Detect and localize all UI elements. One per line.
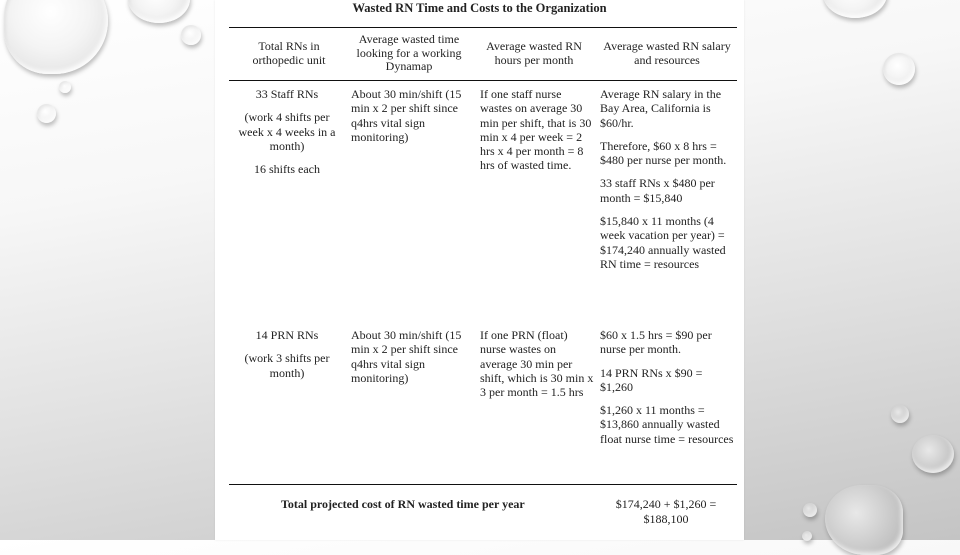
cell-text: (work 3 shifts per month) [244,351,330,380]
cell-text: About 30 min/shift (15 min x 2 per shift since q4hrs vital sign monitoring) [351,87,462,144]
table-row-staff-rns-col1 [231,87,343,185]
cell-text: About 30 min/shift (15 min x 2 per shift since q4hrs vital sign monitoring) [351,328,462,385]
cell-text: If one PRN (float) nurse wastes on average 30 min per shift, which is 30 min x 3 per month = 1.5 hrs [480,328,594,400]
water-droplet-decoration [823,0,887,18]
water-droplet-decoration [181,25,201,45]
cell-text: $15,840 x 11 months (4 week vacation per year) = $174,240 annually wasted RN time = resources [600,214,726,271]
table-header-avg-wasted-hours: Average wasted RN hours per month [486,39,582,67]
slide-content-panel [215,0,744,540]
table-header-avg-wasted-time: Average wasted time looking for a working Dynamap [356,32,462,73]
water-droplet-decoration [59,81,71,93]
water-droplet-decoration [803,503,817,517]
total-cost-formula: $174,240 + $1,260 = [615,497,717,511]
cell-text: Average RN salary in the Bay Area, California is $60/hr. [600,87,722,130]
total-cost-sum: $188,100 [643,511,689,526]
cell-text: (work 4 shifts per week x 4 weeks in a month) [238,110,336,153]
water-droplet-decoration [37,104,56,123]
cell-text: 14 PRN RNs [255,328,319,342]
water-droplet-decoration [825,485,903,555]
table-row-staff-rns-col2 [351,87,475,153]
cell-text: 16 shifts each [254,162,320,177]
table-header-avg-wasted-salary: Average wasted RN salary and resources [603,39,731,67]
water-droplet-decoration [128,0,190,23]
table-row-prn-rns-col3 [480,328,594,408]
total-cost-value [601,497,731,526]
cell-text: If one staff nurse wastes on average 30 min per shift, that is 30 min x 4 per week = 2 hrs x 4 per month = 8 hrs of wasted time. [480,87,592,173]
water-droplet-decoration [912,435,954,473]
table-header-rule [229,80,737,81]
cell-text: Therefore, $60 x 8 hrs = $480 per nurse per month. [600,138,727,168]
total-cost-label: Total projected cost of RN wasted time per year [281,497,525,511]
table-total-rule [229,484,737,485]
cell-text: $60 x 1.5 hrs = $90 per nurse per month. [600,328,712,357]
table-row-prn-rns-col2 [351,328,475,394]
table-header-total-rns: Total RNs in orthopedic unit [252,39,326,67]
water-droplet-decoration [891,405,909,423]
table-row-prn-rns-col1 [231,328,343,389]
table-top-rule [229,27,737,28]
cell-text: 33 Staff RNs [255,87,319,101]
water-droplet-decoration [883,53,915,85]
table-row-staff-rns-col3 [480,87,594,182]
cell-text: 14 PRN RNs x $90 = $1,260 [600,365,703,394]
slide-title: Wasted RN Time and Costs to the Organization [352,1,607,15]
cell-text: $1,260 x 11 months = $13,860 annually wasted float nurse time = resources [600,403,734,446]
table-row-staff-rns-col4 [600,87,736,280]
table-row-prn-rns-col4 [600,328,736,455]
water-droplet-decoration [4,0,108,74]
cell-text: 33 staff RNs x $480 per month = $15,840 [600,176,715,205]
